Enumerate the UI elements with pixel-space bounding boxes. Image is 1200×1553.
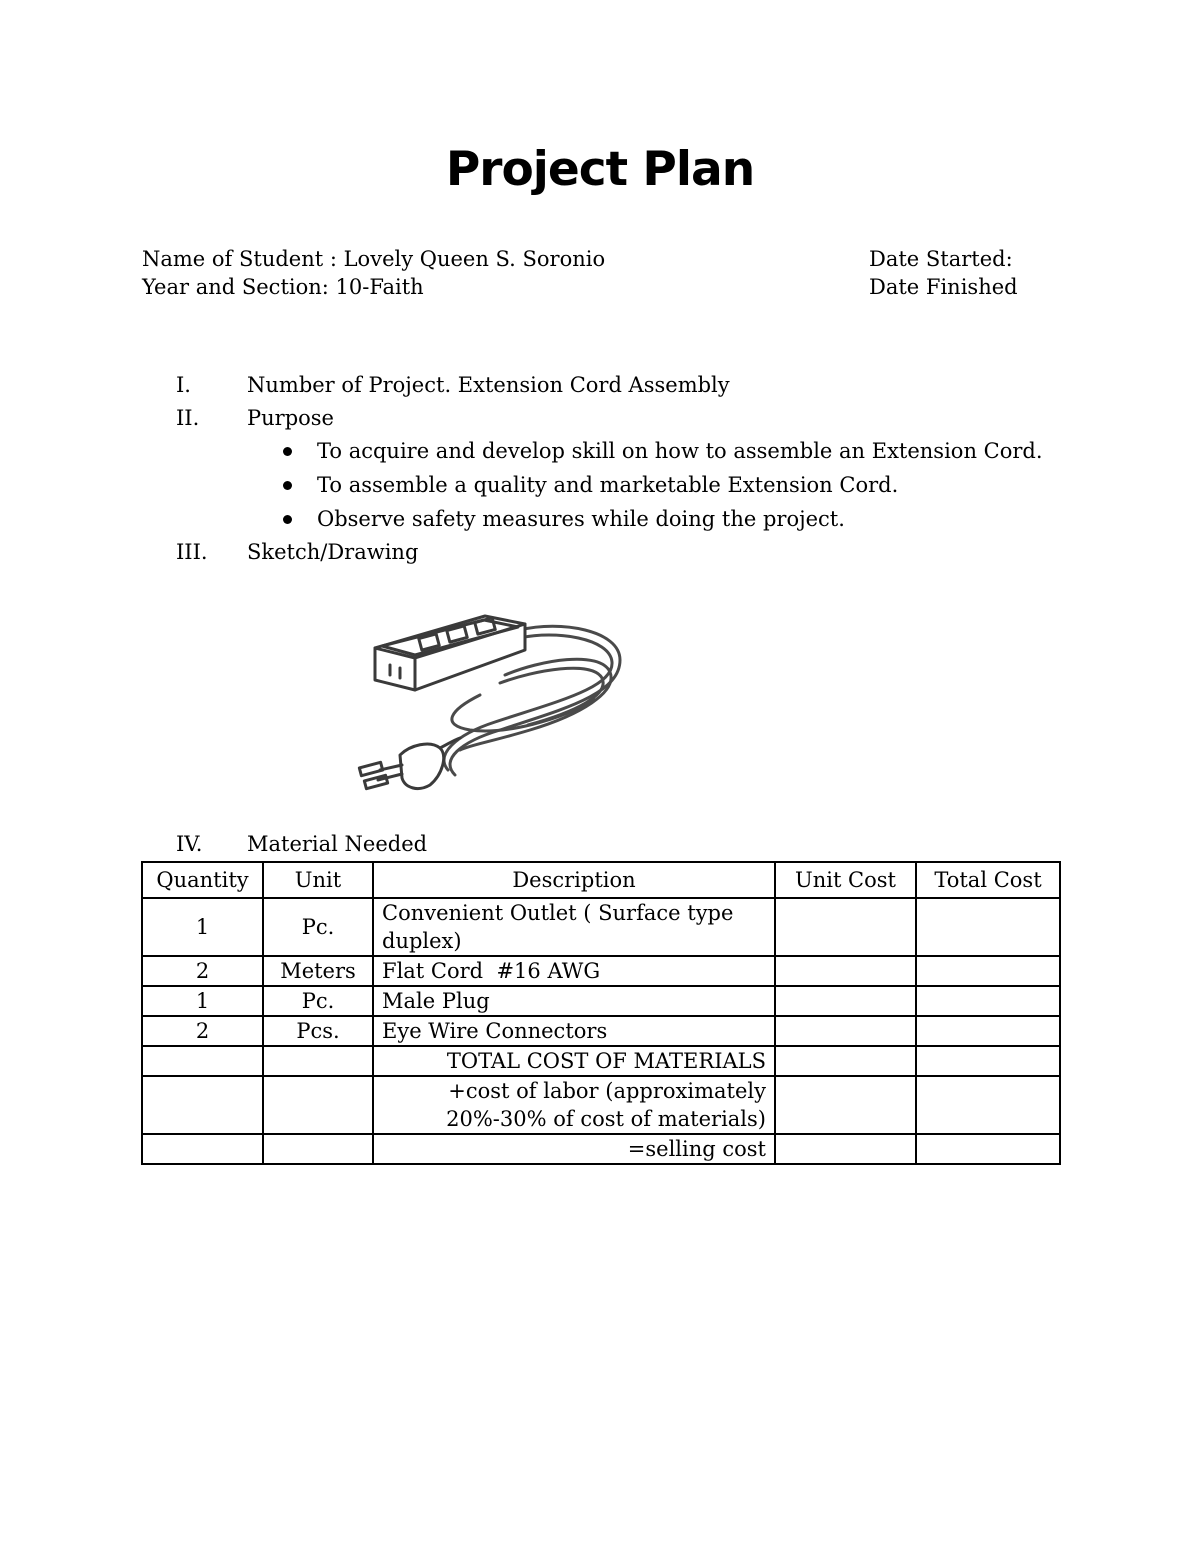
labor-cost-label: +cost of labor (approximately 20%-30% of cost of materials) bbox=[373, 1076, 775, 1134]
table-row bbox=[142, 898, 1060, 956]
table-row bbox=[142, 956, 1060, 986]
bullet-icon bbox=[283, 447, 292, 456]
cell-total-cost bbox=[916, 1016, 1060, 1046]
cell-unit: Pc. bbox=[263, 986, 373, 1016]
bullet-icon bbox=[283, 515, 292, 524]
materials-table bbox=[141, 861, 1061, 1165]
cell-total-cost bbox=[916, 898, 1060, 956]
cell-unit-cost bbox=[775, 956, 916, 986]
labor-row bbox=[142, 1076, 1060, 1134]
cell-empty bbox=[263, 1134, 373, 1164]
total-cost-label: TOTAL COST OF MATERIALS bbox=[373, 1046, 775, 1076]
header-unit: Unit bbox=[263, 862, 373, 898]
selling-row bbox=[142, 1134, 1060, 1164]
bullet-text: To assemble a quality and marketable Extension Cord. bbox=[317, 473, 899, 497]
cell-empty bbox=[775, 1046, 916, 1076]
cell-unit-cost bbox=[775, 986, 916, 1016]
date-info bbox=[869, 245, 1018, 301]
cell-unit: Pc. bbox=[263, 898, 373, 956]
student-name: Name of Student : Lovely Queen S. Soronio bbox=[142, 247, 606, 271]
extension-cord-drawing-icon bbox=[330, 580, 660, 820]
cell-empty bbox=[142, 1046, 263, 1076]
header-unit-cost: Unit Cost bbox=[775, 862, 916, 898]
student-info bbox=[142, 245, 605, 301]
section-number: IV. bbox=[176, 832, 203, 856]
cell-empty bbox=[142, 1134, 263, 1164]
cell-quantity: 1 bbox=[142, 986, 263, 1016]
section-text: Number of Project. Extension Cord Assembly bbox=[247, 373, 730, 397]
section-text: Purpose bbox=[247, 406, 334, 430]
cell-description: Eye Wire Connectors bbox=[373, 1016, 775, 1046]
cell-empty bbox=[263, 1046, 373, 1076]
cell-quantity: 2 bbox=[142, 956, 263, 986]
table-row bbox=[142, 1016, 1060, 1046]
section-text: Material Needed bbox=[247, 832, 428, 856]
cell-empty bbox=[916, 1046, 1060, 1076]
cell-unit-cost bbox=[775, 1016, 916, 1046]
cell-description: Flat Cord #16 AWG bbox=[373, 956, 775, 986]
cell-empty bbox=[775, 1134, 916, 1164]
cell-empty bbox=[775, 1076, 916, 1134]
bullet-text: Observe safety measures while doing the project. bbox=[317, 507, 845, 531]
cell-description: Male Plug bbox=[373, 986, 775, 1016]
cell-unit-cost bbox=[775, 898, 916, 956]
table-header-row bbox=[142, 862, 1060, 898]
page-title: Project Plan bbox=[445, 142, 755, 197]
cell-total-cost bbox=[916, 956, 1060, 986]
table-row bbox=[142, 986, 1060, 1016]
date-finished: Date Finished bbox=[869, 275, 1018, 299]
total-row bbox=[142, 1046, 1060, 1076]
cell-empty bbox=[263, 1076, 373, 1134]
section-number: II. bbox=[176, 406, 200, 430]
section-number: I. bbox=[176, 373, 191, 397]
date-started: Date Started: bbox=[869, 247, 1013, 271]
cell-quantity: 2 bbox=[142, 1016, 263, 1046]
cell-empty bbox=[142, 1076, 263, 1134]
cell-unit: Pcs. bbox=[263, 1016, 373, 1046]
section-number: III. bbox=[176, 540, 208, 564]
section-text: Sketch/Drawing bbox=[247, 540, 419, 564]
header-quantity: Quantity bbox=[142, 862, 263, 898]
cell-empty bbox=[916, 1134, 1060, 1164]
year-section: Year and Section: 10-Faith bbox=[142, 275, 424, 299]
bullet-icon bbox=[283, 481, 292, 490]
selling-cost-label: =selling cost bbox=[373, 1134, 775, 1164]
cell-description: Convenient Outlet ( Surface type duplex) bbox=[373, 898, 775, 956]
cell-empty bbox=[916, 1076, 1060, 1134]
cell-total-cost bbox=[916, 986, 1060, 1016]
header-description: Description bbox=[373, 862, 775, 898]
header-total-cost: Total Cost bbox=[916, 862, 1060, 898]
bullet-text: To acquire and develop skill on how to assemble an Extension Cord. bbox=[317, 439, 1043, 463]
cell-quantity: 1 bbox=[142, 898, 263, 956]
cell-unit: Meters bbox=[263, 956, 373, 986]
